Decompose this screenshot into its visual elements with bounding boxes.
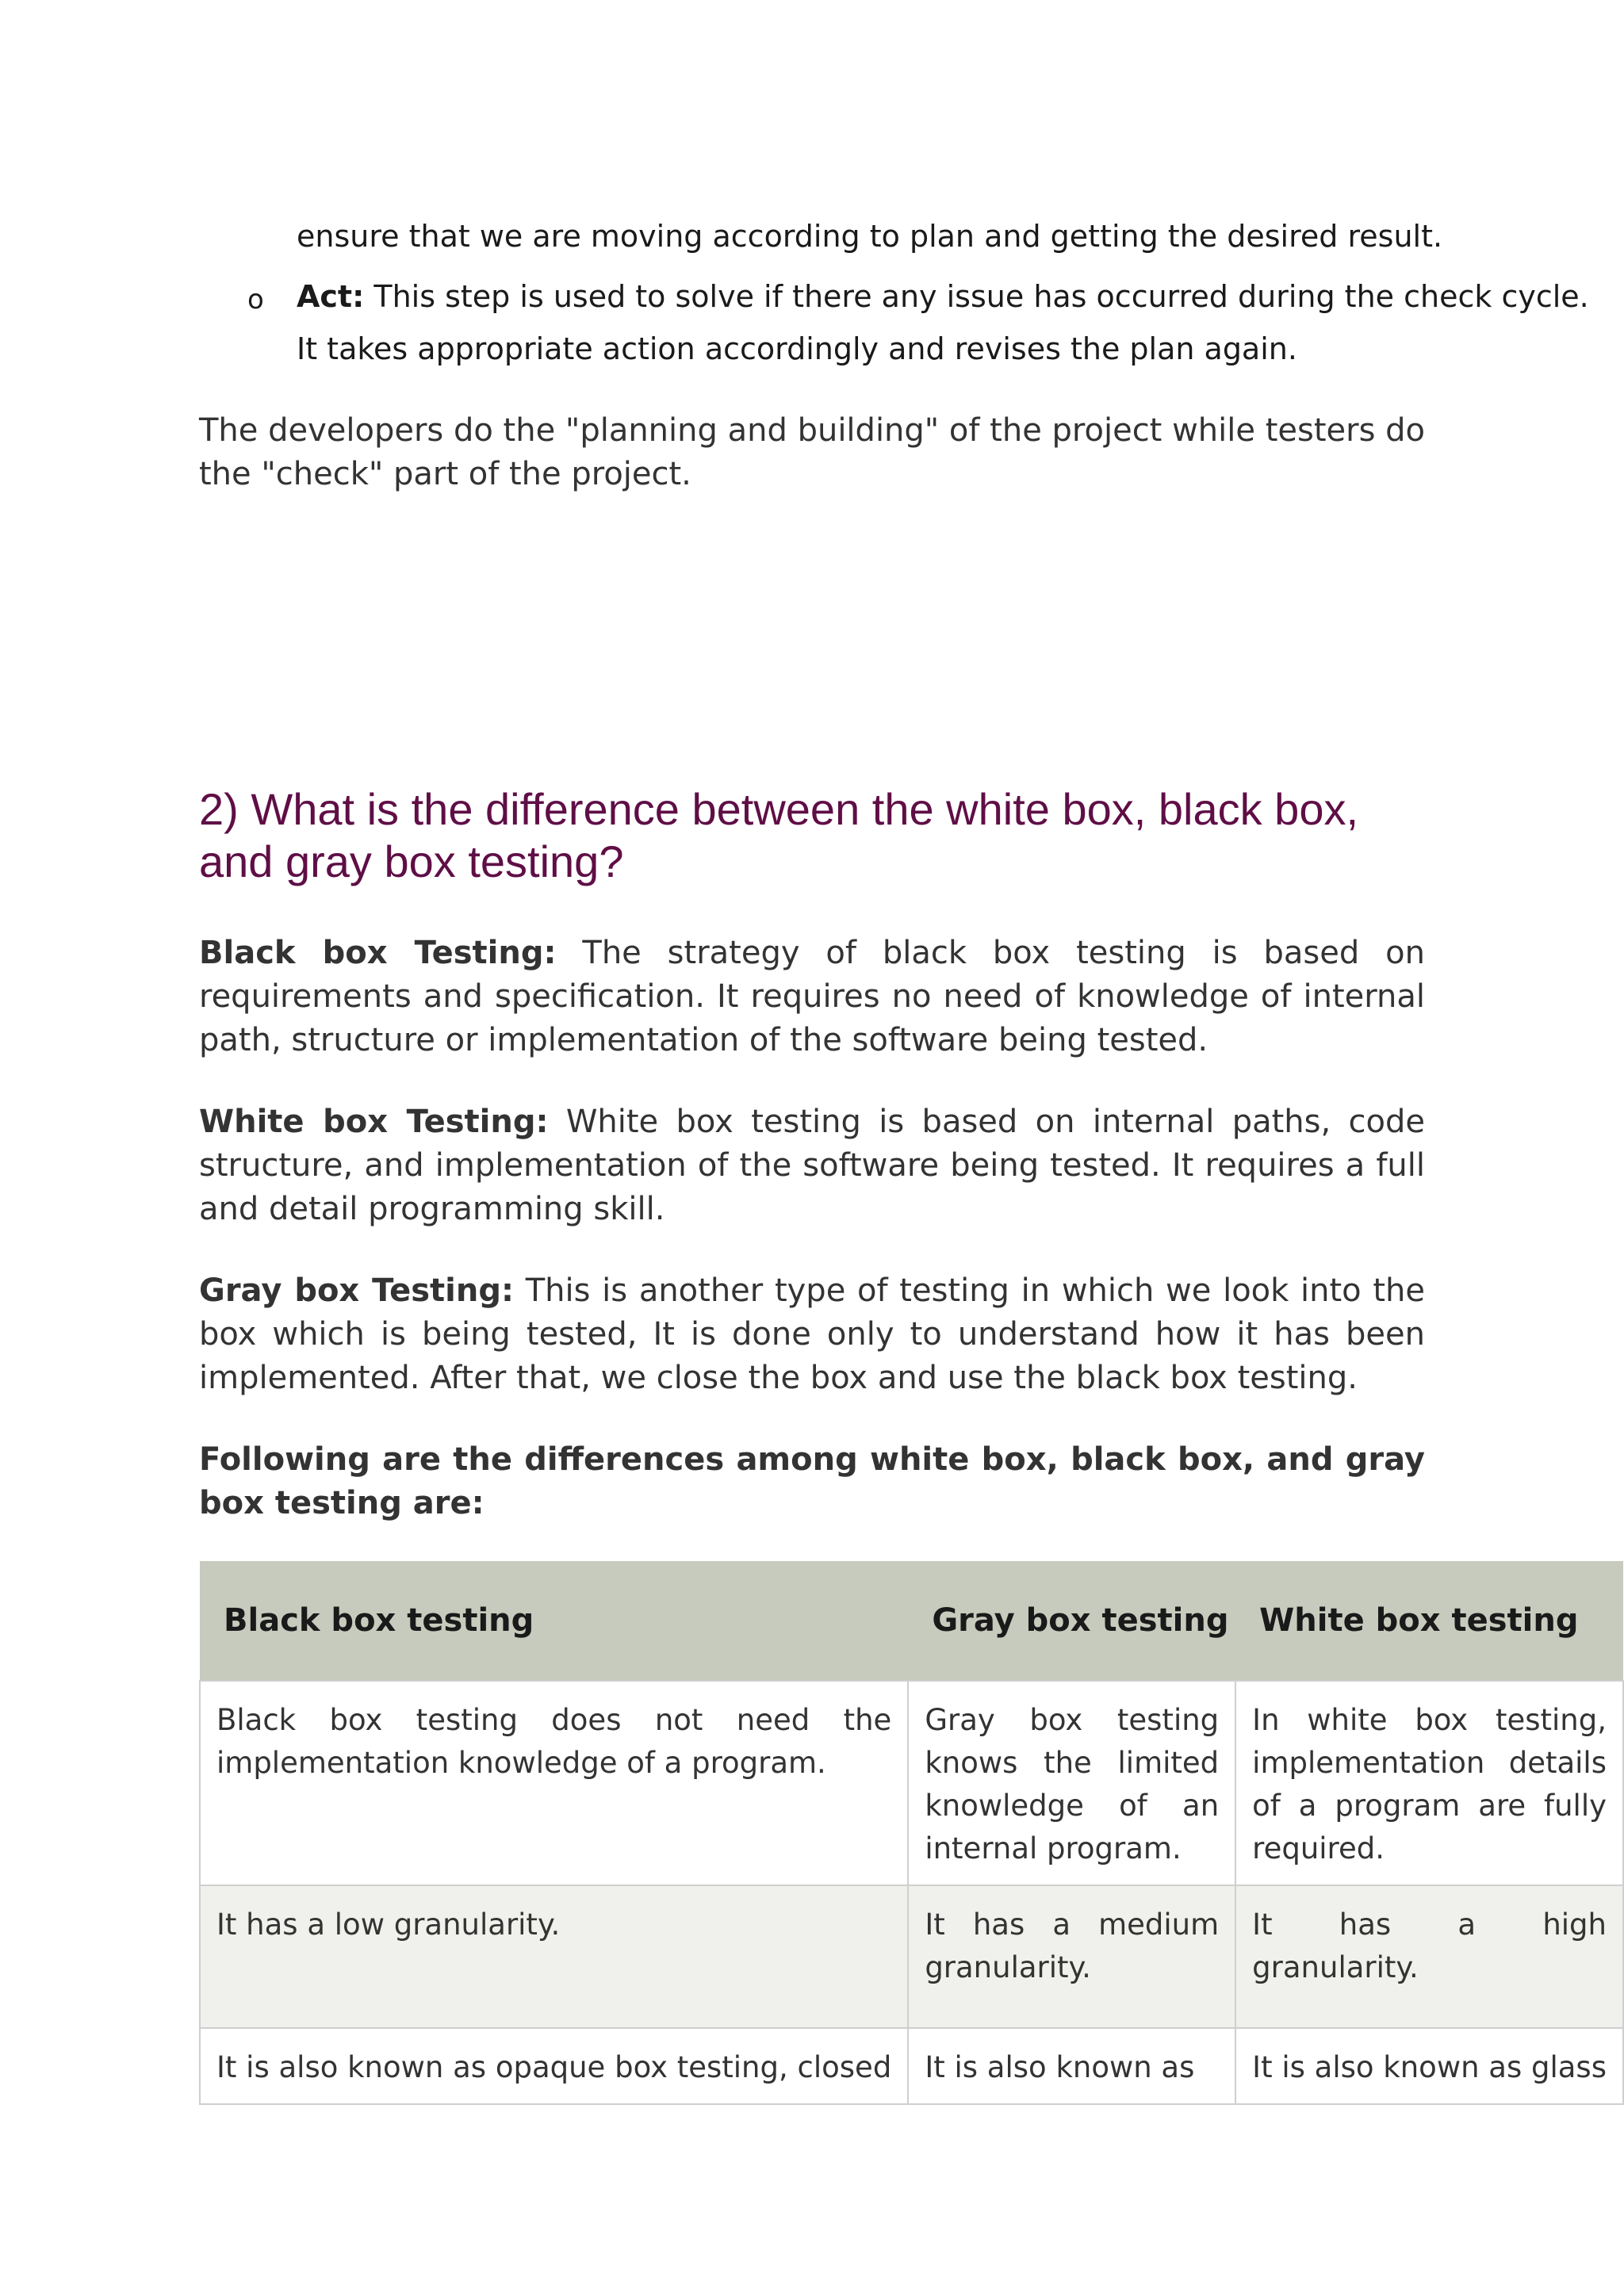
table-row (200, 2028, 1623, 2104)
table-cell: It has a high granularity. (1235, 1885, 1623, 2028)
check-continuation-text: ensure that we are moving according to plan and getting the desired result. (297, 219, 1443, 254)
table-cell: It is also known as (908, 2028, 1235, 2104)
table-cell: It has a low granularity. (200, 1885, 908, 2028)
black-box-paragraph (199, 932, 1425, 1062)
table-cell: In white box testing, implementation details of a program are fully required. (1235, 1681, 1623, 1885)
differences-intro: Following are the differences among white box, black box, and gray box testing are: (199, 1441, 1425, 1521)
white-box-label: White box Testing: (199, 1104, 549, 1140)
header-white-box: White box testing (1235, 1561, 1623, 1681)
intro-paragraph: The developers do the "planning and building" of the project while testers do the "check" part of the project. (199, 412, 1425, 492)
comparison-table (199, 1561, 1624, 2105)
act-text: This step is used to solve if there any issue has occurred during the check cycle. (364, 279, 1589, 314)
table-cell: It is also known as glass (1235, 2028, 1623, 2104)
bullet-marker: o (247, 284, 264, 316)
act-text-line-2: It takes appropriate action accordingly and revises the plan again. (297, 331, 1297, 366)
table-header-row (200, 1561, 1623, 1681)
black-box-text: The strategy of black box testing is based on requirements and specification. It requires no need of knowledge of internal path, structure or implementation of the software being tested. (199, 935, 1425, 1058)
header-gray-box: Gray box testing (908, 1561, 1235, 1681)
white-box-paragraph (199, 1100, 1425, 1231)
white-box-text: White box testing is based on internal paths, code structure, and implementation of the software being tested. It requires a full and detail programming skill. (199, 1104, 1426, 1227)
act-label: Act: (297, 279, 365, 314)
gray-box-text: This is another type of testing in which we look into the box which is being tested, It is done only to understand how it has been implemented. After that, we close the box and use the black box testing. (199, 1272, 1425, 1396)
black-box-label: Black box Testing: (199, 935, 557, 971)
table-cell: It has a medium granularity. (908, 1885, 1235, 2028)
table-cell: Gray box testing knows the limited knowledge of an internal program. (908, 1681, 1235, 1885)
table-cell: It is also known as opaque box testing, closed (200, 2028, 908, 2104)
table-row (200, 1681, 1623, 1885)
header-black-box: Black box testing (200, 1561, 908, 1681)
gray-box-paragraph (199, 1269, 1425, 1400)
table-row (200, 1885, 1623, 2028)
table-cell: Black box testing does not need the implementation knowledge of a program. (200, 1681, 908, 1885)
gray-box-label: Gray box Testing: (199, 1272, 514, 1309)
act-item (297, 279, 1589, 314)
section-heading: 2) What is the difference between the white box, black box, and gray box testing? (199, 784, 1359, 886)
